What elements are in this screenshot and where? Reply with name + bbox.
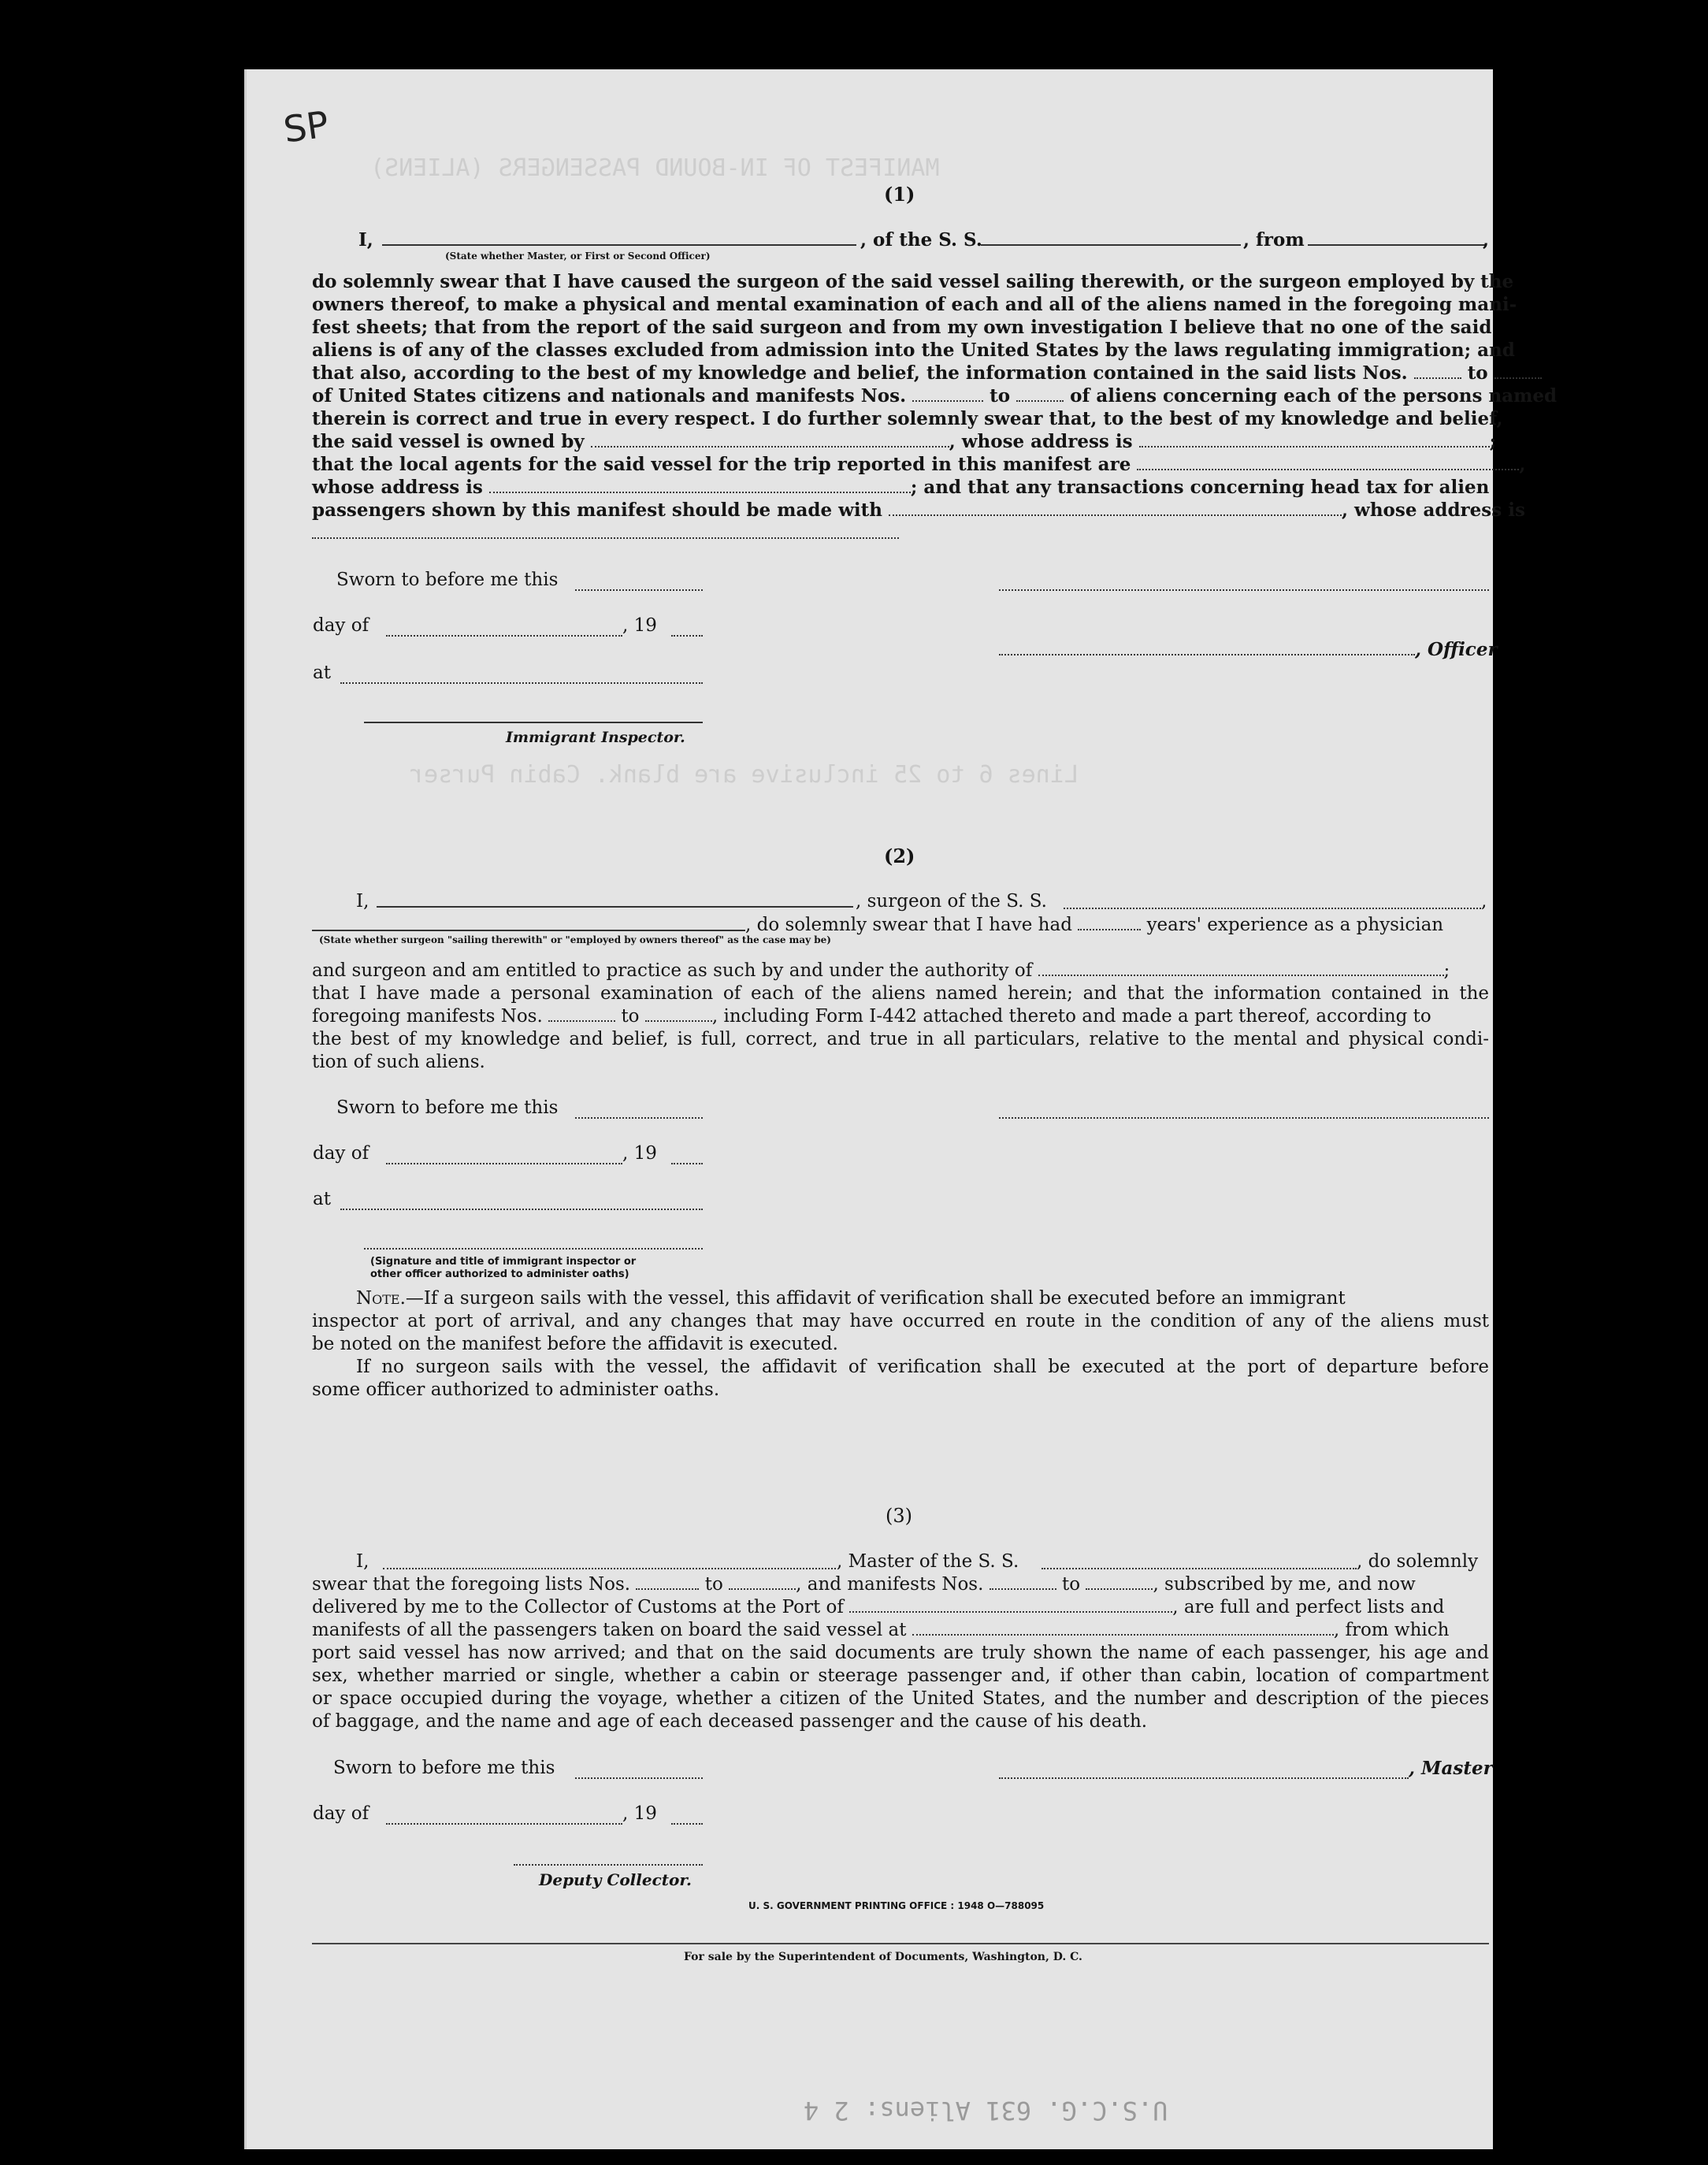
s1-vessel-name-field[interactable]: [981, 244, 1241, 246]
s1-headtax-line: passengers shown by this manifest should be made with , whose address is: [312, 499, 1525, 521]
s2-dayof-label: day of: [313, 1143, 369, 1164]
s2-inspector-signature-line[interactable]: [364, 1248, 703, 1250]
binder-hole: [1568, 268, 1606, 306]
s2-manifests-to-field[interactable]: [645, 1006, 712, 1022]
binder-hole: [1552, 741, 1590, 778]
s3-master-name-field[interactable]: [383, 1568, 836, 1569]
s1-line-1: [358, 228, 373, 251]
s3-manifests-from-field[interactable]: [990, 1574, 1056, 1590]
s2-authority-field[interactable]: [1038, 960, 1444, 976]
s3-master-signature-line[interactable]: [999, 1777, 1409, 1779]
s1-agents-field[interactable]: [1137, 455, 1519, 470]
s1-agents-line: that the local agents for the said vessel for the trip reported in this manifest are ,: [312, 454, 1526, 475]
section-1-number: (1): [884, 183, 915, 206]
s1-sworn-date-field[interactable]: [575, 589, 703, 591]
s3-collector-label: Deputy Collector.: [539, 1870, 692, 1889]
s3-dayof-label: day of: [313, 1803, 369, 1824]
s3-collector-signature-line[interactable]: [514, 1864, 703, 1866]
bleed-through-lines: Lines 6 to 25 inclusive are blank. Cabin Purser: [410, 761, 1079, 789]
s2-sworn-date-field[interactable]: [575, 1117, 703, 1119]
s1-manifests-to-field[interactable]: [1016, 386, 1064, 402]
s2-comma: ,: [1481, 891, 1487, 912]
s1-comma: ,: [1483, 229, 1490, 251]
s3-line-1: I,: [356, 1551, 369, 1572]
s2-text-line: that I have made a personal examination of each of the aliens named herein; and that the information contained in the: [312, 983, 1489, 1004]
s1-from-field[interactable]: [1308, 244, 1485, 246]
s1-at-label: at: [313, 663, 331, 683]
s3-boarding-line: manifests of all the passengers taken on board the said vessel at , from which: [312, 1620, 1450, 1640]
s2-capacity-hint: (State whether surgeon "sailing therewith" or "employed by owners thereof" as the case may be): [319, 934, 831, 945]
s3-year-label: , 19: [622, 1803, 657, 1824]
s3-text-line: or space occupied during the voyage, whether a citizen of the United States, and the number and description of the pieces: [312, 1688, 1489, 1709]
s1-text-line: owners thereof, to make a physical and mental examination of each and all of the aliens named in the foregoing mani-: [312, 294, 1517, 315]
s1-address-continuation[interactable]: [312, 537, 899, 539]
binder-hole: [1552, 610, 1590, 648]
s1-officer-hint: (State whether Master, or First or Second Officer): [445, 251, 711, 262]
binder-hole: [1552, 1560, 1590, 1598]
s2-year-label: , 19: [622, 1143, 657, 1164]
s1-signature-line[interactable]: [999, 589, 1489, 591]
footer-rule: [312, 1943, 1489, 1944]
binder-hole: [1572, 1082, 1610, 1120]
s2-vessel-field[interactable]: [1064, 908, 1481, 909]
printing-office-line: U. S. GOVERNMENT PRINTING OFFICE : 1948 O—788095: [748, 1900, 1045, 1911]
s1-owner-line: the said vessel is owned by , whose address is ;: [312, 431, 1497, 452]
s2-experience-line: , do solemnly swear that I have had years' experience as a physician: [745, 915, 1444, 935]
s3-master-label: , Master: [1409, 1758, 1493, 1779]
s1-inspector-label: Immigrant Inspector.: [506, 729, 685, 746]
s2-sworn-label: Sworn to before me this: [336, 1097, 559, 1118]
binder-hole: [1556, 1891, 1594, 1929]
s3-lists-to-field[interactable]: [729, 1574, 796, 1590]
s3-lists-from-field[interactable]: [636, 1574, 699, 1590]
s2-note-line: If no surgeon sails with the vessel, the affidavit of verification shall be executed at the port of departure before: [356, 1357, 1489, 1377]
s1-day-field[interactable]: [386, 635, 622, 637]
s1-i-label: I,: [358, 229, 373, 251]
s3-ss-label: , Master of the S. S.: [837, 1551, 1019, 1572]
s3-port-line: delivered by me to the Collector of Customs at the Port of , are full and perfect lists and: [312, 1597, 1445, 1617]
s1-dayof-label: day of: [313, 615, 369, 636]
s2-manifests-line: foregoing manifests Nos. to , including Form I-442 attached thereto and made a part thereof, according to: [312, 1006, 1431, 1027]
handwritten-mark: SP: [280, 102, 332, 151]
s3-year-field[interactable]: [671, 1823, 703, 1825]
s2-surgeon-signature-line[interactable]: [999, 1117, 1489, 1119]
s2-ss-label: , surgeon of the S. S.: [856, 891, 1047, 912]
section-3-number: (3): [886, 1505, 912, 1527]
s3-lists-line: swear that the foregoing lists Nos. to , and manifests Nos. to , subscribed by me, and now: [312, 1574, 1416, 1595]
s3-text-line: of baggage, and the name and age of each deceased passenger and the cause of his death.: [312, 1711, 1148, 1732]
s2-at-field[interactable]: [340, 1209, 703, 1210]
s1-owner-address-field[interactable]: [1139, 432, 1490, 447]
s2-note-line: Note.—If a surgeon sails with the vessel, this affidavit of verification shall be executed before an immigrant: [356, 1288, 1346, 1309]
s2-capacity-field[interactable]: [312, 930, 745, 931]
s2-manifests-from-field[interactable]: [548, 1006, 615, 1022]
bleed-through-footer: U.S.C.G. 631 Aliens: 2 4: [804, 2096, 1168, 2126]
s1-manifests-line: of United States citizens and nationals and manifests Nos. to of aliens concerning each of the persons named: [312, 385, 1558, 407]
s2-surgeon-name-field[interactable]: [377, 906, 853, 908]
s1-officer-label: , Officer: [1415, 639, 1498, 660]
s1-from-label: , from: [1243, 229, 1305, 251]
s2-signature-caption: other officer authorized to administer oaths): [370, 1268, 629, 1280]
section-2-number: (2): [884, 845, 915, 867]
for-sale-line: For sale by the Superintendent of Documents, Washington, D. C.: [684, 1951, 1082, 1963]
s2-note-line: inspector at port of arrival, and any changes that may have occurred en route in the condition of any of the aliens must: [312, 1311, 1489, 1331]
s3-manifests-to-field[interactable]: [1086, 1574, 1153, 1590]
s1-officer-name-field[interactable]: [382, 244, 856, 246]
s2-years-field[interactable]: [1078, 915, 1141, 930]
s3-boarding-port-field[interactable]: [912, 1620, 1334, 1636]
s1-headtax-field[interactable]: [889, 500, 1342, 516]
s2-at-label: at: [313, 1189, 331, 1209]
s1-owner-field[interactable]: [591, 432, 949, 447]
s3-sworn-date-field[interactable]: [575, 1777, 703, 1779]
s2-authority-line: and surgeon and am entitled to practice as such by and under the authority of ;: [312, 960, 1450, 981]
s3-text-line: port said vessel has now arrived; and that on the said documents are truly shown the name of each passenger, his age and: [312, 1643, 1489, 1663]
s2-text-line: the best of my knowledge and belief, is full, correct, and true in all particulars, relative to the mental and physical condi-: [312, 1029, 1489, 1049]
s3-solemnly: , do solemnly: [1357, 1551, 1479, 1572]
bleed-through-header: MANIFEST OF IN-BOUND PASSENGERS (ALIENS): [370, 154, 940, 182]
s1-lists-from-field[interactable]: [1414, 363, 1461, 379]
s1-year-label: , 19: [622, 615, 657, 636]
s1-text-line: fest sheets; that from the report of the said surgeon and from my own investigation I believe that no one of the said: [312, 317, 1492, 338]
s2-text-line: tion of such aliens.: [312, 1052, 485, 1072]
binder-hole: [1554, 2025, 1591, 2063]
s2-note-line: some officer authorized to administer oaths.: [312, 1380, 720, 1400]
s1-text-line: aliens is of any of the classes excluded from admission into the United States by the laws regulating immigration; and: [312, 340, 1515, 361]
binder-hole: [1552, 1435, 1590, 1473]
s2-signature-caption: (Signature and title of immigrant inspector or: [370, 1256, 637, 1268]
s1-agent-address-line: whose address is ; and that any transactions concerning head tax for alien: [312, 477, 1490, 498]
s3-sworn-label: Sworn to before me this: [333, 1758, 555, 1778]
s1-ss-label: , of the S. S.: [860, 229, 982, 251]
binder-hole: [1554, 101, 1591, 139]
s2-day-field[interactable]: [386, 1163, 622, 1164]
s3-vessel-field[interactable]: [1042, 1568, 1357, 1569]
s1-lists-to-field[interactable]: [1494, 363, 1542, 379]
s3-port-field[interactable]: [849, 1597, 1172, 1613]
s1-sworn-label: Sworn to before me this: [336, 570, 559, 590]
s1-officer-signature-line[interactable]: [999, 654, 1415, 655]
s3-day-field[interactable]: [386, 1823, 622, 1825]
s1-text-line: therein is correct and true in every respect. I do further solemnly swear that, to the best of my knowledge and belief,: [312, 408, 1503, 429]
s2-year-field[interactable]: [671, 1163, 703, 1164]
s3-text-line: sex, whether married or single, whether a cabin or steerage passenger and, if other than cabin, location of compartment: [312, 1666, 1489, 1686]
s1-year-field[interactable]: [671, 635, 703, 637]
s1-manifests-from-field[interactable]: [912, 386, 983, 402]
s2-line-1: I,: [356, 891, 369, 912]
s1-agent-address-field[interactable]: [489, 477, 911, 493]
s1-text-line: do solemnly swear that I have caused the surgeon of the said vessel sailing therewith, or the surgeon employed by the: [312, 271, 1514, 292]
s1-at-field[interactable]: [340, 682, 703, 684]
s2-note-line: be noted on the manifest before the affidavit is executed.: [312, 1334, 838, 1354]
s1-inspector-signature-line[interactable]: [364, 722, 703, 723]
s1-lists-line: that also, according to the best of my knowledge and belief, the information contained in the said lists Nos. to: [312, 362, 1542, 384]
